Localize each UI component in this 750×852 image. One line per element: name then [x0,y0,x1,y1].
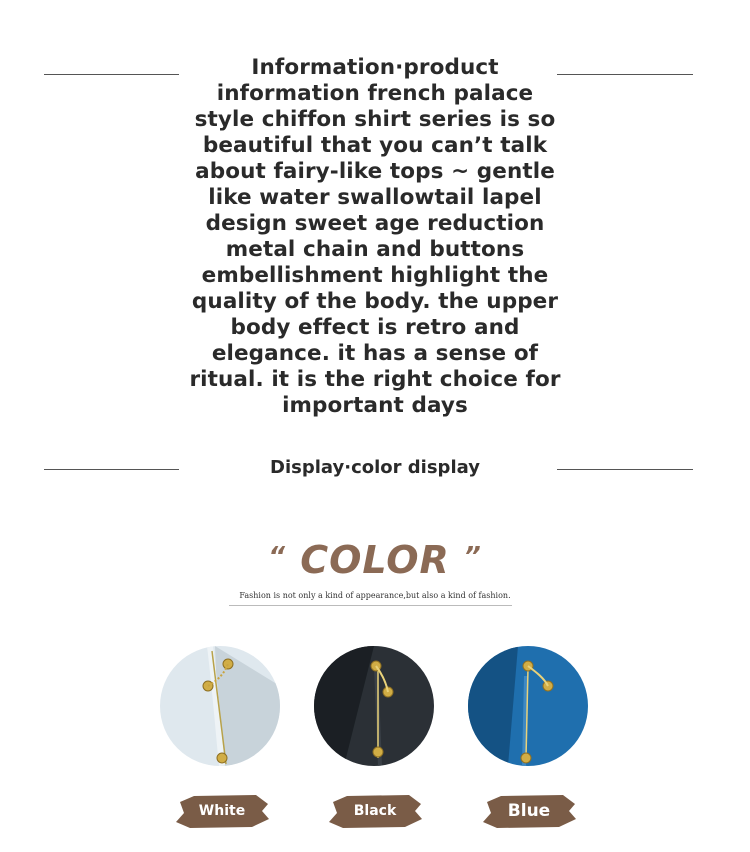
product-information-text [185,55,565,419]
color-label-text: Black [353,803,397,819]
fabric-black-image [314,646,434,766]
color-label-white[interactable] [174,792,270,830]
info-line: elegance. it has a sense of [211,341,539,366]
open-quote: “ [268,542,286,572]
info-line: metal chain and buttons [225,237,525,262]
color-label-text: White [198,803,246,819]
fabric-blue-image [468,646,588,766]
divider-right-info [557,74,693,75]
info-line: quality of the body. the upper [191,289,559,314]
color-heading [200,538,550,582]
info-line: ritual. it is the right choice for [189,367,561,392]
info-line: embellishment highlight the [201,263,549,288]
color-label-black[interactable] [327,792,423,830]
fabric-white-image [160,646,280,766]
color-label-text: Blue [507,801,551,821]
divider-right-display [557,469,693,470]
info-line: about fairy-like tops ~ gentle [195,159,555,184]
color-heading-text: COLOR [300,538,450,582]
tagline-underline [229,605,512,606]
info-line: Information·product [251,55,499,80]
info-line: information french palace [216,81,534,106]
info-line: style chiffon shirt series is so [194,107,556,132]
color-label-blue[interactable] [481,792,577,830]
info-line: design sweet age reduction [205,211,545,236]
info-line: beautiful that you can’t talk [202,133,548,158]
fashion-tagline: Fashion is not only a kind of appearance,but also a kind of fashion. [239,591,511,600]
swatch-blue[interactable] [468,646,588,766]
info-line: like water swallowtail lapel [208,185,542,210]
divider-left-display [44,469,179,470]
info-line: important days [282,393,468,418]
divider-left-info [44,74,179,75]
display-section-title: Display·color display [270,457,480,478]
close-quote: ” [464,542,482,572]
swatch-black[interactable] [314,646,434,766]
swatch-white[interactable] [160,646,280,766]
info-line: body effect is retro and [230,315,520,340]
